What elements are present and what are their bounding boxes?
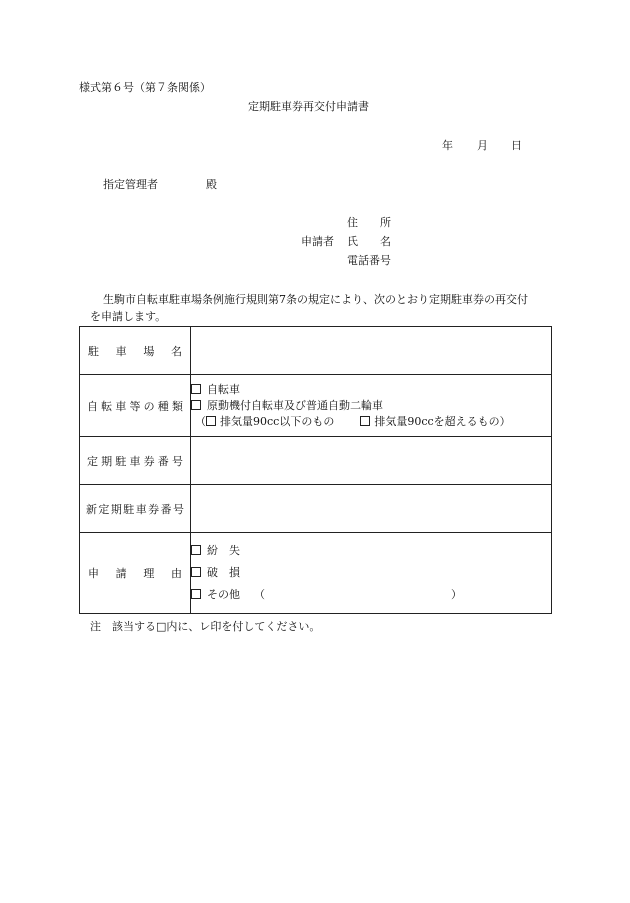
- damaged-label: 破 損: [207, 566, 240, 579]
- other-label: その他: [207, 588, 240, 601]
- row-vehicle-type: [80, 375, 552, 437]
- over-90cc-checkbox[interactable]: [360, 416, 370, 426]
- displacement-open-paren: （: [195, 414, 206, 428]
- bicycle-label: 自転車: [207, 382, 240, 396]
- ticket-number-field[interactable]: [191, 437, 552, 485]
- damaged-checkbox[interactable]: [191, 567, 201, 577]
- over-90cc-label: 排気量90ccを超えるもの）: [374, 414, 511, 428]
- row-parking-name: [80, 327, 552, 375]
- intro-line-1: 生駒市自転車駐車場条例施行規則第7条の規定により、次のとおり定期駐車券の再交付: [103, 293, 528, 306]
- other-reason-input[interactable]: [265, 586, 451, 598]
- applicant-label: 申請者: [301, 235, 334, 248]
- parking-name-field[interactable]: [191, 327, 552, 375]
- row-new-ticket-number: [80, 485, 552, 533]
- addressee-label: 指定管理者: [103, 178, 158, 191]
- other-open-paren: （: [254, 588, 265, 601]
- addressee-honorific: 殿: [206, 178, 217, 191]
- other-close-paren: ）: [451, 588, 462, 601]
- application-table: [79, 326, 552, 614]
- lost-checkbox[interactable]: [191, 545, 201, 555]
- bicycle-checkbox[interactable]: [191, 384, 201, 394]
- parking-name-label: 駐 車 場 名: [80, 327, 191, 375]
- other-checkbox[interactable]: [191, 589, 201, 599]
- row-ticket-number: [80, 437, 552, 485]
- new-ticket-number-field[interactable]: [191, 485, 552, 533]
- reason-label: 申 請 理 由: [80, 533, 191, 614]
- page-title: 定期駐車券再交付申請書: [248, 100, 369, 113]
- date-month: 月: [477, 139, 488, 152]
- reason-options: [191, 533, 552, 614]
- vehicle-type-options: [191, 375, 552, 437]
- applicant-phone-label: 電話番号: [347, 254, 391, 267]
- new-ticket-number-label: 新 定 期 駐 車 券 番 号: [80, 485, 191, 533]
- date-year: 年: [442, 139, 453, 152]
- footnote: 注 該当する□内に、レ印を付してください。: [90, 620, 321, 633]
- row-reason: [80, 533, 552, 614]
- vehicle-type-label: 自 転 車 等 の 種 類: [80, 375, 191, 437]
- under-90cc-label: 排気量90cc以下のもの: [220, 414, 335, 428]
- motorized-label: 原動機付自転車及び普通自動二輪車: [207, 398, 383, 412]
- applicant-address-label: 住 所: [347, 216, 391, 229]
- lost-label: 紛 失: [207, 544, 240, 557]
- form-number: 様式第６号（第７条関係）: [79, 81, 211, 94]
- under-90cc-checkbox[interactable]: [206, 416, 216, 426]
- ticket-number-label: 定 期 駐 車 券 番 号: [80, 437, 191, 485]
- intro-line-2: を申請します。: [90, 310, 167, 323]
- motorized-checkbox[interactable]: [191, 400, 201, 410]
- date-day: 日: [511, 139, 522, 152]
- applicant-name-label: 氏 名: [347, 235, 391, 248]
